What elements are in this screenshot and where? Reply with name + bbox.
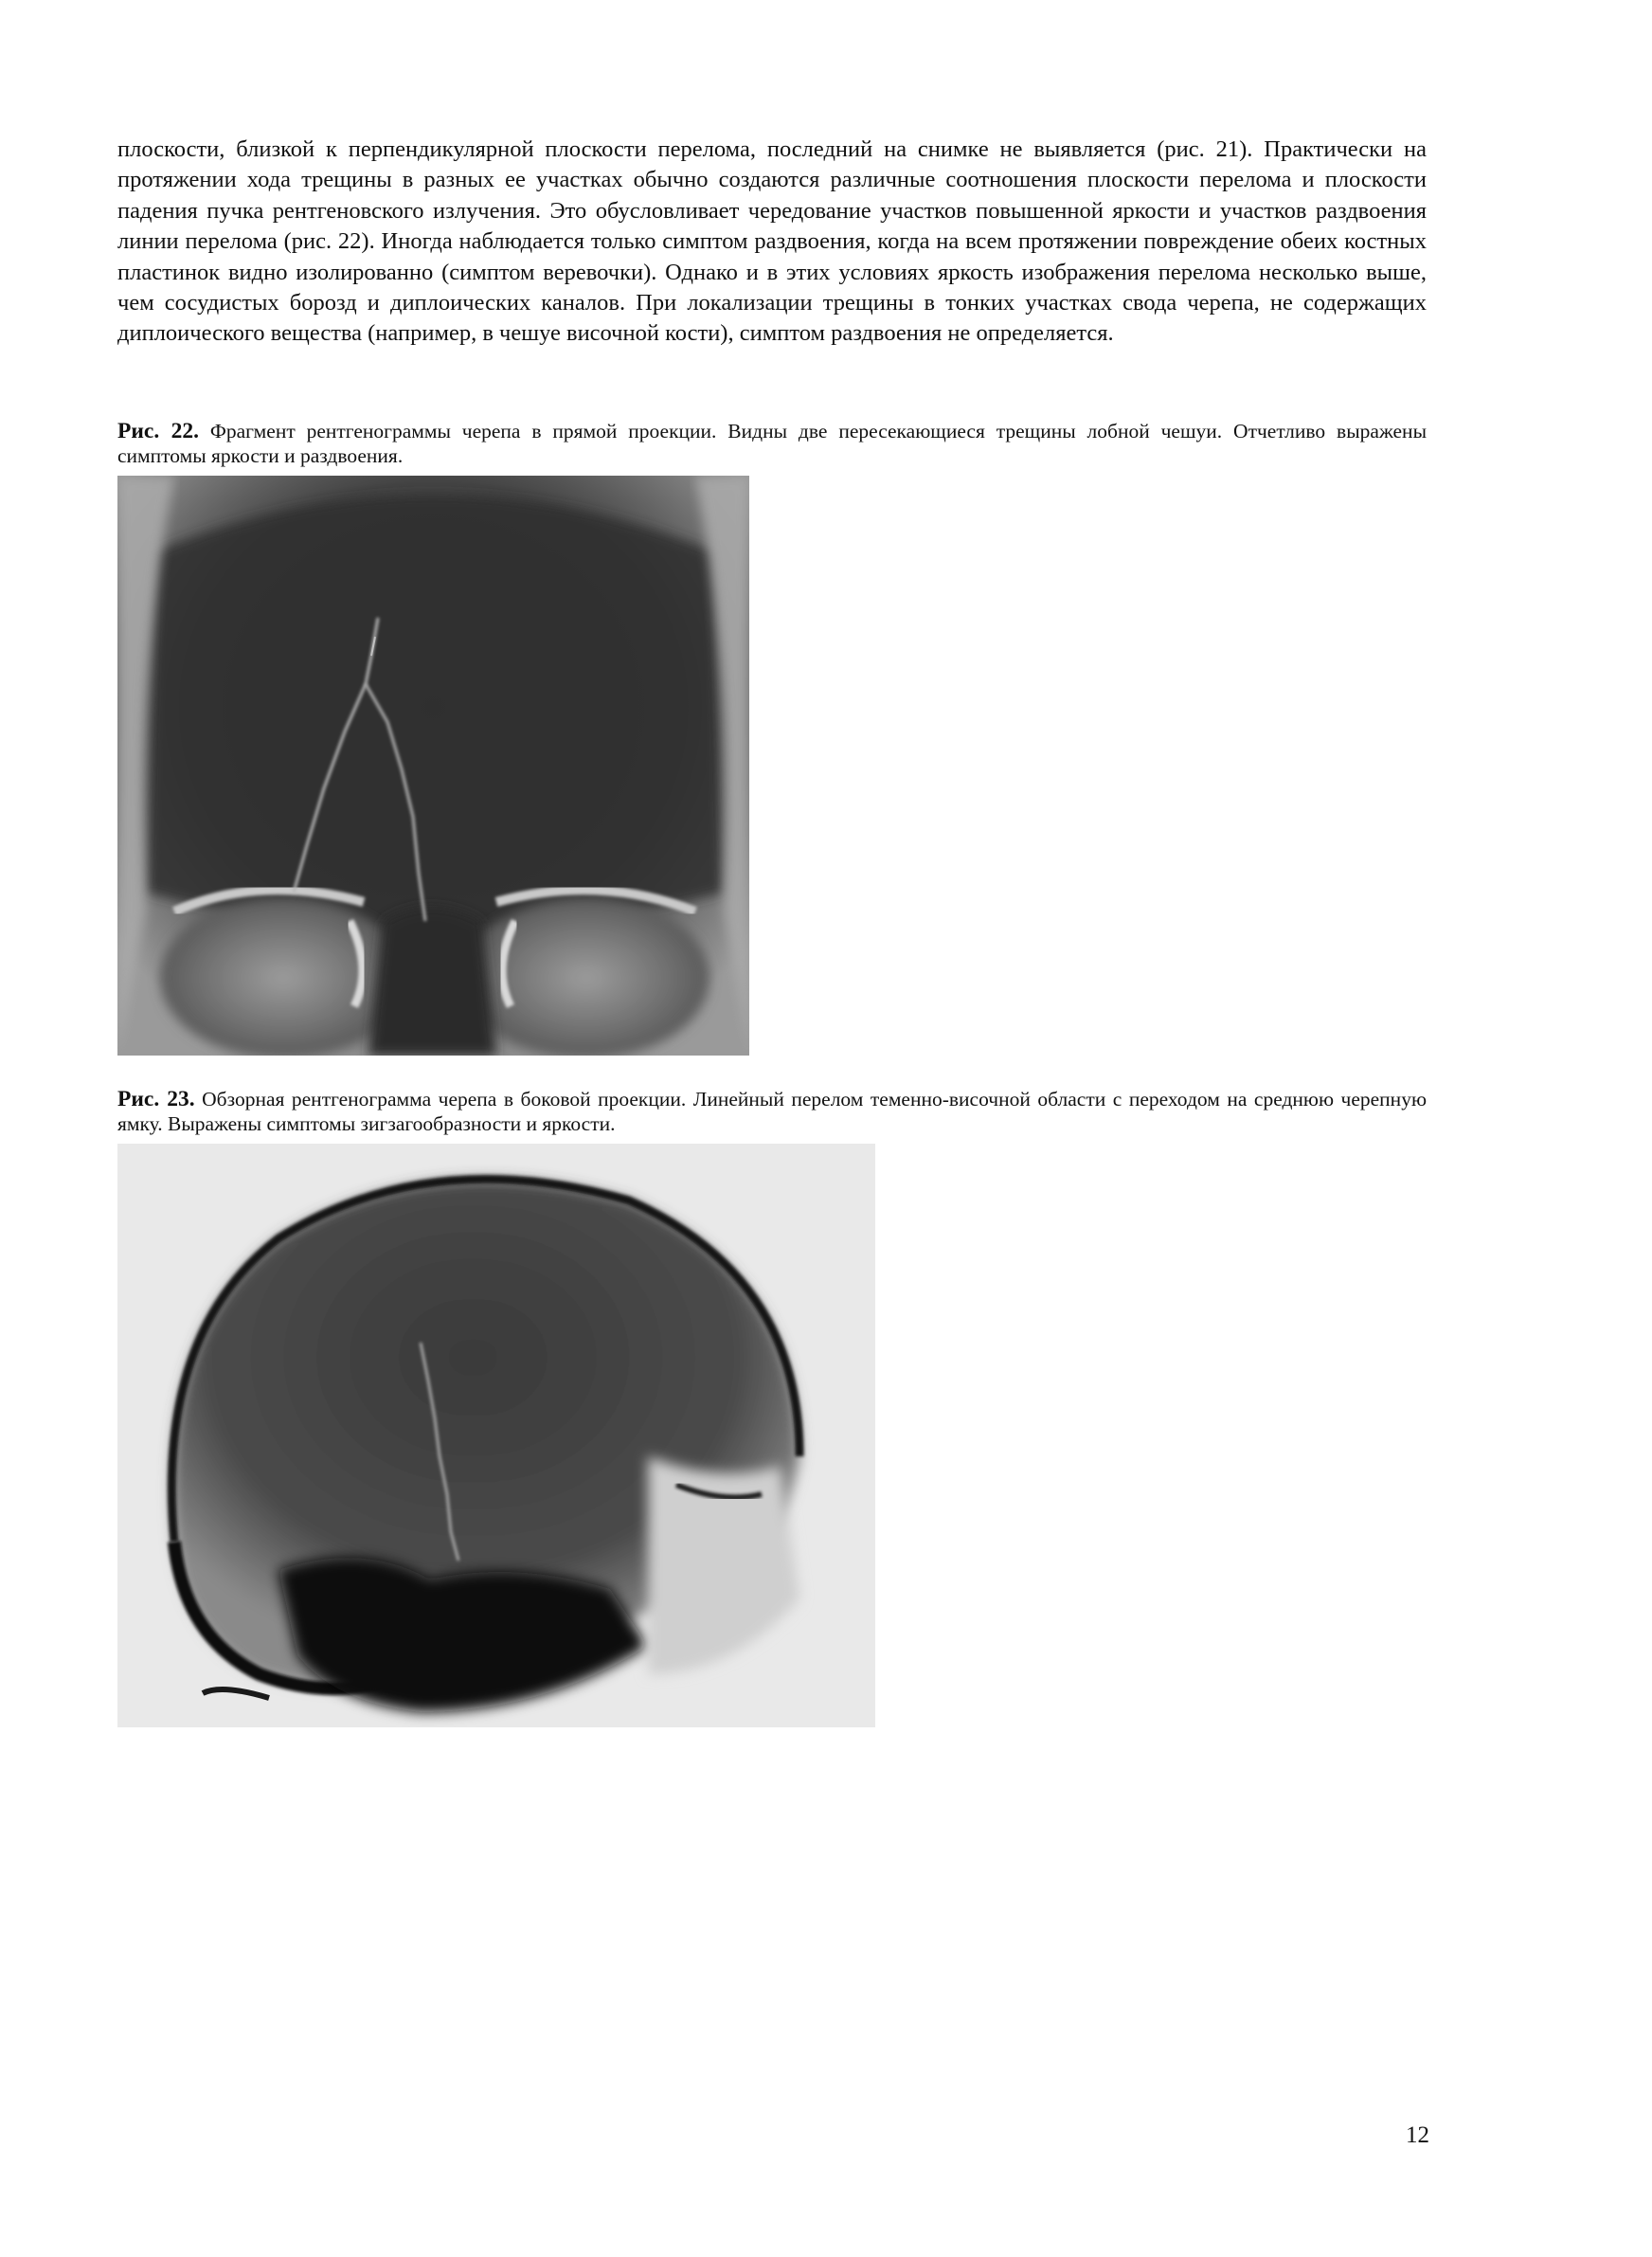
body-paragraph: плоскости, близкой к перпендикулярной плоскости перелома, последний на снимке не выявляется (рис. 21). Практически на протяжении хода трещины в разных ее участках обычно создаются различные соотношения плоскости перелома и плоскости падения пучка рентгеновского излучения. Это обусловливает чередование участков повышенной яркости и участков раздвоения линии перелома (рис. 22). Иногда наблюдается только симптом раздвоения, когда на всем протяжении повреждение обеих костных пластинок видно изолированно (симптом веревочки). Однако и в этих условиях яркость изображения перелома несколько выше, чем сосудистых борозд и диплоических каналов. При локализации трещины в тонких участках свода черепа, не содержащих диплоического вещества (например, в чешуе височной кости), симптом раздвоения не определяется. — [117, 136, 1427, 347]
figure-23-lateral-skull-xray — [117, 1144, 875, 1727]
figure-22-caption — [117, 419, 1427, 468]
figure-23-caption-text: Обзорная рентгенограмма черепа в боковой проекции. Линейный перелом теменно-височной области с переходом на среднюю черепную ямку. Выражены симптомы зигзагообразности и яркости. — [117, 1088, 1428, 1135]
figure-23-caption — [117, 1087, 1427, 1136]
figure-22-caption-text: Фрагмент рентгенограммы черепа в прямой проекции. Видны две пересекающиеся трещины лобной чешуи. Отчетливо выражены симптомы яркости и раздвоения. — [117, 420, 1428, 467]
figure-23-label: Рис. 23. — [117, 1087, 195, 1111]
figure-22-frontal-skull-xray — [117, 476, 749, 1056]
lateral-skull-xray-image — [117, 1144, 875, 1727]
figure-22-label: Рис. 22. — [117, 419, 199, 443]
frontal-skull-xray-image — [117, 476, 749, 1056]
page-number: 12 — [1406, 2122, 1429, 2148]
